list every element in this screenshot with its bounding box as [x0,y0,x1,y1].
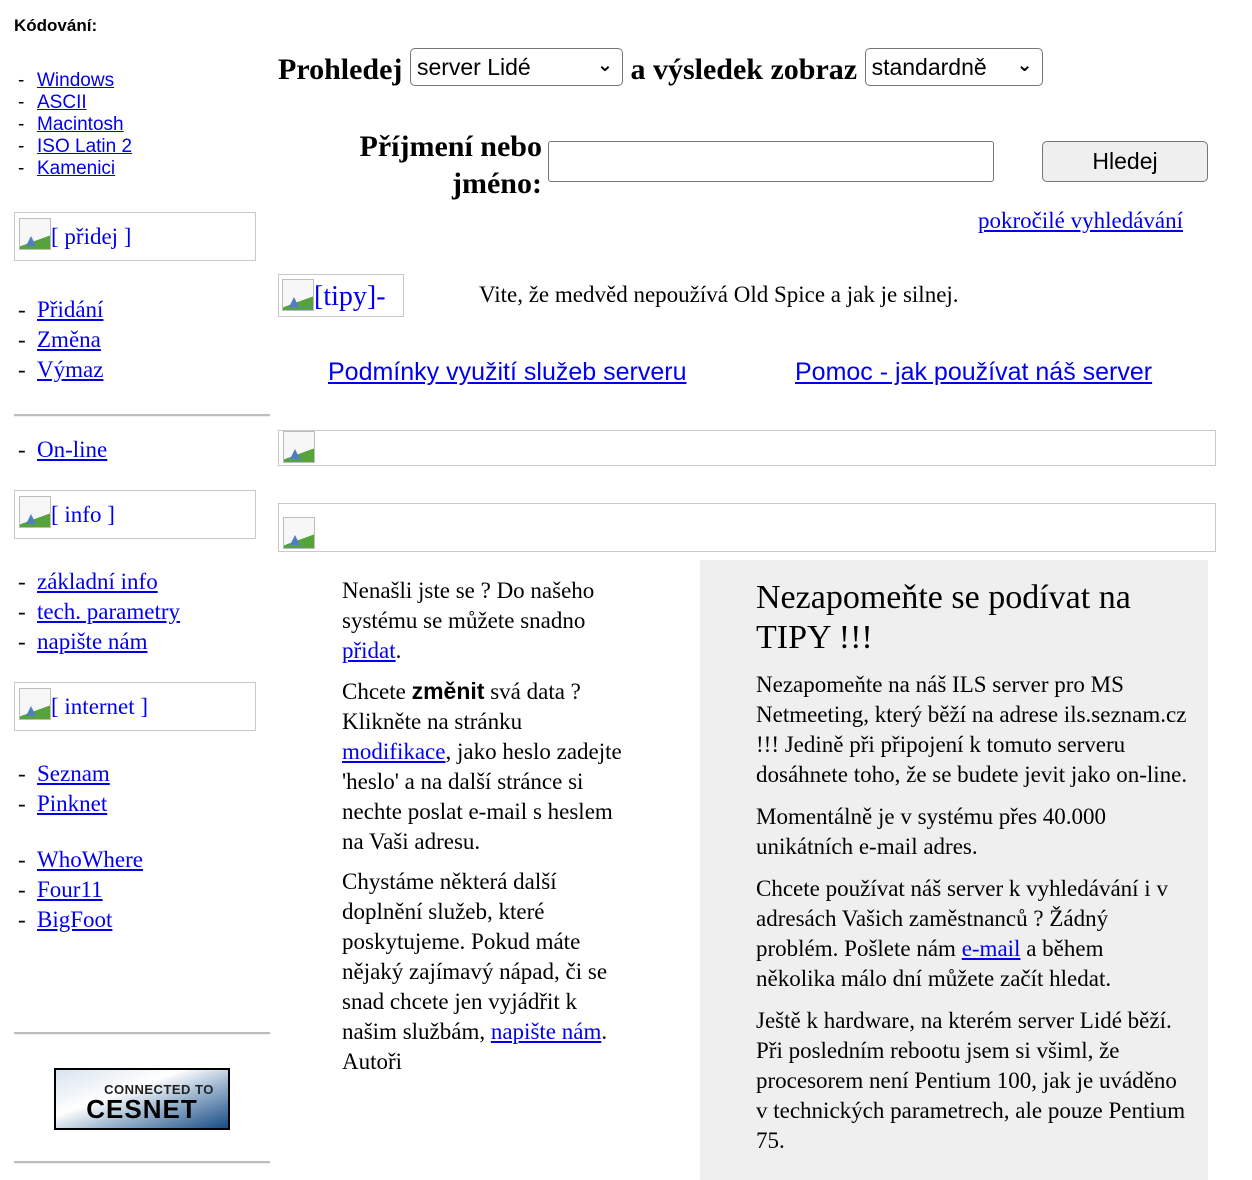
list-item: - ASCII [18,92,87,113]
help-link[interactable]: Pomoc - jak používat náš server [795,358,1153,386]
list-item: - Pinknet [18,791,108,816]
tipy-image-box[interactable] [278,274,404,317]
info-image-box[interactable] [14,490,256,539]
link-pridat[interactable]: přidat [342,638,396,663]
list-item: - Přidání [18,297,104,322]
display-select[interactable] [865,48,1043,86]
search-button[interactable]: Hledej [1042,141,1208,182]
banner-image-2[interactable] [278,503,1216,552]
paragraph-ideas: Chystáme některá další doplnění služeb, které poskytujeme. Pokud máte nějaký zajímavý nápad, či se snad chcete jen vyjádřit k našim službám, napište nám. [342,869,608,1044]
advanced-search-link[interactable]: pokročilé vyhledávání [978,208,1184,233]
list-item: - Four11 [18,877,103,902]
tips-heading: Nezapomeňte se podívat na TIPY !!! [756,579,1131,656]
list-item: - Seznam [18,761,110,786]
link-bigfoot[interactable]: BigFoot [37,907,113,932]
link-napiste-nam[interactable]: napište nám [37,629,148,654]
pridej-image-alt: [ přidej ] [51,224,132,249]
chevron-down-icon: ⌄ [597,54,613,76]
pridej-image-box[interactable] [14,212,256,261]
link-pinknet[interactable]: Pinknet [37,791,108,816]
broken-image-icon [19,688,51,720]
broken-image-icon [19,218,51,250]
chevron-down-icon: ⌄ [1016,54,1033,76]
manage-links [18,295,103,385]
name-label: Příjmení nebo jméno: [359,130,542,200]
link-modifikace[interactable]: modifikace [342,739,446,764]
broken-image-icon [19,496,51,528]
online-links [18,435,107,465]
list-item: - základní info [18,569,158,594]
list-item: - Macintosh [18,114,124,135]
link-napiste-nam-2[interactable]: napište nám [490,1019,602,1044]
sidebar-divider [14,414,270,417]
paragraph-count: Momentálně je v systému přes 40.000 unikátních e-mail adres. [756,804,1107,859]
encoding-link-windows[interactable]: Windows [37,70,115,91]
tips-panel [700,560,1208,1180]
sidebar-divider [14,1161,270,1164]
link-zakladni-info[interactable]: základní info [37,569,158,594]
encoding-link-macintosh[interactable]: Macintosh [37,114,124,135]
link-seznam[interactable]: Seznam [37,761,110,786]
server-select[interactable] [410,48,623,86]
link-email[interactable]: e-mail [961,936,1021,961]
link-tech-parametry[interactable]: tech. parametry [37,599,181,624]
encoding-link-ascii[interactable]: ASCII [37,92,87,113]
link-pridani[interactable]: Přidání [37,297,104,322]
info-links [18,567,180,657]
broken-image-icon [283,431,315,463]
sidebar-divider [14,1032,270,1035]
list-item: - Změna [18,327,101,352]
encoding-link-kamenici[interactable]: Kamenici [37,158,116,179]
paragraph-ils: Nezapomeňte na náš ILS server pro MS Netmeeting, který běží na adrese ils.seznam.cz !!! Jedině při připojení k tomuto serveru dosáhnete toho, že se budete jevit jako on-line. [756,672,1188,787]
link-four11[interactable]: Four11 [37,877,103,902]
paragraph-change: Chcete změnit svá data ? Klikněte na stránku modifikace, jako heslo zadejte 'heslo' a na další stránce si nechte poslat e-mail s heslem na Vaši adresu. [342,678,622,854]
broken-image-icon [282,279,314,311]
list-item: - Kamenici [18,158,116,179]
search-row [278,48,1043,87]
tipy-image-alt: [tipy]- [314,281,386,312]
banner-image-1[interactable] [278,430,1216,466]
list-item: - Výmaz [18,357,104,382]
internet-links-1 [18,759,110,819]
internet-links-2 [18,845,143,935]
tip-text: Vite, že medvěd nepoužívá Old Spice a jak je silnej. [479,282,959,307]
list-item: - Windows [18,70,115,91]
name-input[interactable] [548,141,994,182]
list-item: - WhoWhere [18,847,143,872]
cesnet-logo[interactable]: CONNECTED TO CESNET [54,1068,230,1130]
info-column-left [342,576,632,1077]
internet-image-alt: [ internet ] [51,694,149,719]
list-item: - BigFoot [18,907,113,932]
list-item: - On-line [18,437,108,462]
paragraph-hardware: Ještě k hardware, na kterém server Lidé běží. Při posledním rebootu jsem si všiml, že procesorem není Pentium 100, jak je uváděno v technických parametrech, ale pouze Pentium 75. [756,1008,1186,1153]
authors-text: Autoři [342,1049,403,1074]
paragraph-employees: Chcete používat náš server k vyhledávání i v adresách Vašich zaměstnanců ? Žádný problém. Pošlete nám e-mail a během několika málo dní můžete začít hledat. [756,876,1168,991]
broken-image-icon [283,517,315,549]
encoding-label: Kódování: [14,16,98,35]
encoding-list [18,70,132,180]
list-item: - ISO Latin 2 [18,136,133,157]
encoding-link-iso-latin-2[interactable]: ISO Latin 2 [37,136,133,157]
search-middle: a výsledek zobraz [630,53,858,86]
search-prefix: Prohledej [278,53,403,86]
list-item: - napište nám [18,629,148,654]
terms-link[interactable]: Podmínky využití služeb serveru [328,358,687,386]
list-item: - tech. parametry [18,599,181,624]
paragraph-add: Nenašli jste se ? Do našeho systému se můžete snadno přidat. [342,578,595,663]
internet-image-box[interactable] [14,682,256,731]
info-image-alt: [ info ] [51,502,115,527]
link-zmena[interactable]: Změna [37,327,101,352]
link-vymaz[interactable]: Výmaz [37,357,104,382]
link-whowhere[interactable]: WhoWhere [37,847,143,872]
link-online[interactable]: On-line [37,437,108,462]
